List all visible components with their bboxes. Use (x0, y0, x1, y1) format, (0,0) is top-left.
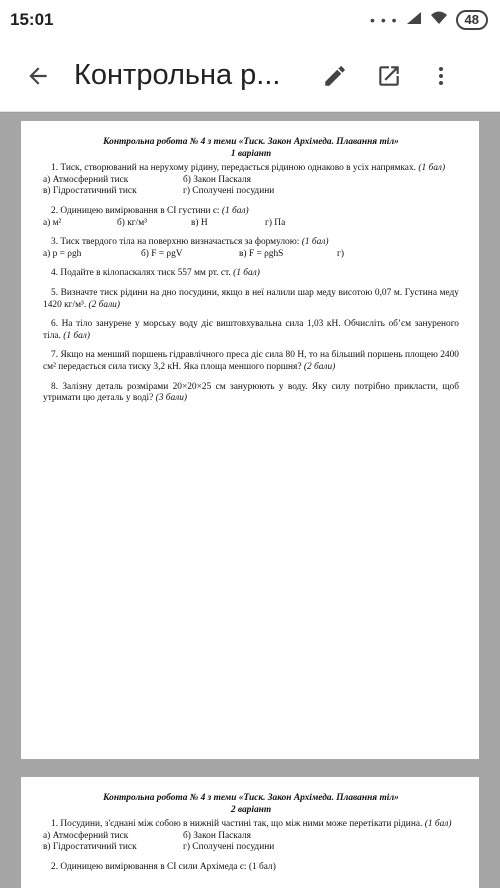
question-text: 4. Подайте в кілопаскалях тиск 557 мм рт. ст. (51, 268, 231, 279)
question-text: 2. Одиницею вимірювання в СІ сили Архімеда є: (1 бал) (51, 861, 276, 872)
open-in-new-icon (376, 63, 402, 89)
test-title: Контрольна робота № 4 з теми «Тиск. Закон Архімеда. Плавання тіл» (103, 137, 399, 147)
answer-option: в) Н (191, 217, 208, 228)
status-icons (370, 10, 488, 30)
question-points: (1 бал) (424, 819, 452, 830)
pencil-icon (322, 63, 348, 89)
answer-option: в) F = ρghS (239, 248, 284, 259)
question-points: (1 бал) (63, 330, 90, 341)
question-1 (43, 819, 459, 854)
question-8 (43, 382, 459, 405)
answer-option: г) (337, 248, 344, 259)
app-bar (0, 40, 500, 112)
question-text: 8. Залізну деталь розмірами 20×20×25 см занурюють у воду. Яку силу потрібно прикласти, щоб утримати цю деталь у воді? (43, 381, 459, 404)
variant-label: 2 варіант (230, 804, 272, 815)
question-text: 6. На тіло занурене у морську воду діє виштовхувальна сила 1,03 кН. Обчисліть об’єм зануреного тіла. (43, 319, 459, 341)
question-2 (43, 206, 459, 229)
question-text: 1. Тиск, створюваний на нерухому рідину, передається рідиною однаково в усіх напрямках. (51, 163, 416, 174)
wifi-icon (430, 11, 448, 30)
question-points: (2 бали) (88, 299, 120, 310)
battery-badge: 48 (456, 10, 488, 30)
question-points: (1 бал) (233, 268, 260, 279)
answer-option: а) Атмосферний тиск (43, 174, 129, 185)
answer-option: в) Гідростатичний тиск (43, 842, 137, 853)
question-text: 3. Тиск твердого тіла на поверхню визначається за формулою: (51, 237, 300, 248)
answer-option: а) м² (43, 217, 62, 228)
question-points: (1 бал) (301, 237, 329, 248)
answer-option: г) Сполучені посудини (183, 186, 275, 197)
status-bar (0, 0, 500, 40)
question-text: 5. Визначте тиск рідини на дно посудини, якщо в неї налили шар меду висотою 0,07 м. Густина меду 1420 кг/м³. (43, 287, 459, 310)
document-viewer[interactable] (0, 113, 500, 888)
answer-option: а) Атмосферний тиск (43, 830, 129, 841)
answer-option: г) Сполучені посудини (183, 842, 275, 853)
question-text: 1. Посудини, з'єднані між собою в нижній частині так, що між ними може перетікати рідина. (51, 819, 423, 830)
test-title: Контрольна робота № 4 з теми «Тиск. Закон Архімеда. Плавання тіл» (103, 793, 399, 803)
question-points: (1 бал) (418, 163, 446, 174)
answer-option: б) Закон Паскаля (183, 174, 251, 185)
back-button[interactable] (18, 56, 58, 96)
question-points: (2 бали) (303, 361, 336, 372)
question-5 (43, 288, 459, 311)
question-points: (3 бали) (155, 393, 188, 404)
answer-option: б) кг/м³ (117, 217, 147, 228)
document-title: Контрольна р... (74, 59, 281, 91)
answer-option: г) Па (265, 217, 286, 228)
question-points: (1 бал) (221, 205, 249, 216)
status-time: 15:01 (10, 10, 54, 29)
more-options-button[interactable] (421, 56, 461, 96)
question-2 (43, 862, 459, 874)
open-external-button[interactable] (369, 56, 409, 96)
question-3 (43, 237, 459, 260)
answer-option: а) p = ρgh (43, 248, 82, 259)
answer-option: в) Гідростатичний тиск (43, 186, 137, 197)
document-page-2 (21, 777, 479, 888)
question-text: 2. Одиницею вимірювання в СІ густини є: (51, 205, 220, 216)
document-page-1 (21, 121, 479, 759)
question-text: 7. Якщо на менший поршень гідравлічного преса діє сила 80 Н, то на більший поршень площею 2400 см² передається сила тиску 3,2 кН. Яка площа меншого поршня? (43, 350, 459, 372)
question-4 (43, 268, 459, 280)
notification-dots: • • • (370, 12, 398, 28)
question-1 (43, 163, 459, 198)
signal-icon (406, 11, 422, 30)
question-6 (43, 319, 459, 342)
edit-button[interactable] (315, 56, 355, 96)
question-7 (43, 350, 459, 373)
answer-option: б) Закон Паскаля (183, 830, 251, 841)
more-vert-icon (429, 64, 453, 88)
arrow-back-icon (25, 63, 51, 89)
answer-option: б) F = ρgV (141, 248, 183, 259)
variant-label: 1 варіант (230, 148, 272, 159)
